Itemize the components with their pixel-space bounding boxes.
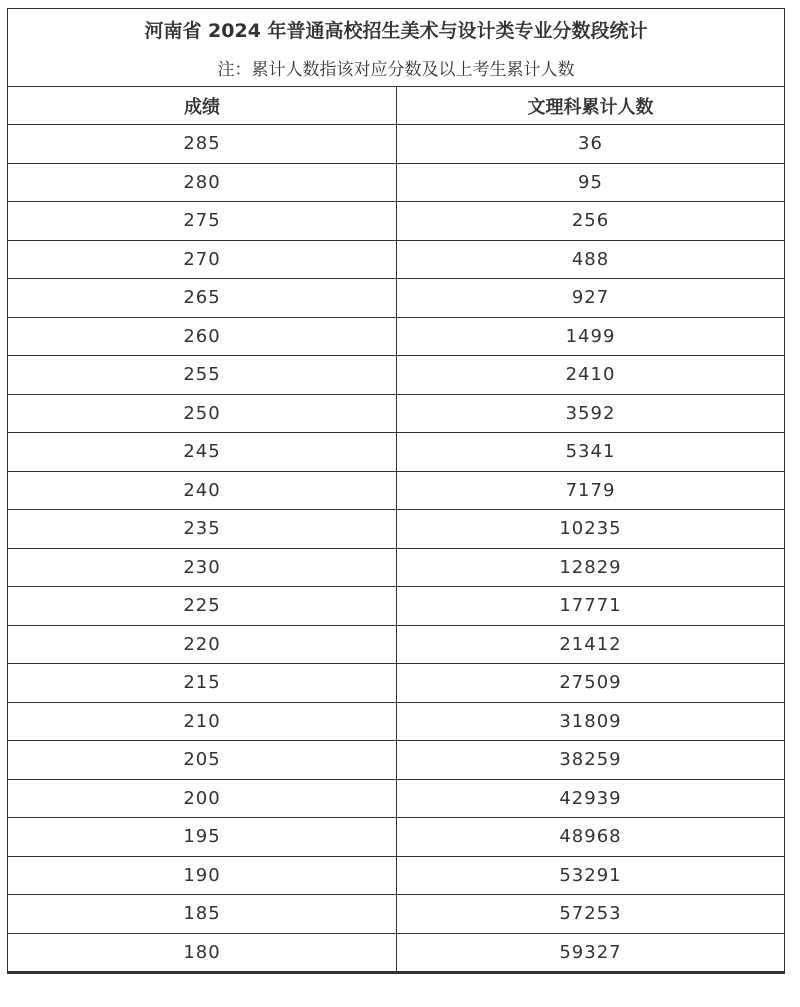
score-cell: 255 [8, 356, 397, 395]
score-cell: 185 [8, 895, 397, 934]
table-row [8, 702, 785, 741]
score-cell: 225 [8, 587, 397, 626]
score-cell: 280 [8, 163, 397, 202]
cumulative-count-cell: 48968 [397, 818, 785, 857]
score-cell: 200 [8, 779, 397, 818]
cumulative-count-cell: 95 [397, 163, 785, 202]
score-cell: 285 [8, 125, 397, 164]
cumulative-count-cell: 57253 [397, 895, 785, 934]
table-row [8, 433, 785, 472]
table-row [8, 240, 785, 279]
table-row [8, 664, 785, 703]
cumulative-count-cell: 12829 [397, 548, 785, 587]
cumulative-count-cell: 27509 [397, 664, 785, 703]
cumulative-count-cell: 1499 [397, 317, 785, 356]
table-row [8, 510, 785, 549]
table-row [8, 587, 785, 626]
table-note-row [8, 49, 785, 87]
column-header-cumulative-count: 文理科累计人数 [397, 87, 785, 125]
score-cell: 235 [8, 510, 397, 549]
score-cell: 250 [8, 394, 397, 433]
score-cell: 195 [8, 818, 397, 857]
cumulative-count-cell: 36 [397, 125, 785, 164]
cumulative-count-cell: 31809 [397, 702, 785, 741]
table-body [8, 125, 785, 973]
table-row [8, 163, 785, 202]
score-cell: 260 [8, 317, 397, 356]
cumulative-count-cell: 256 [397, 202, 785, 241]
cumulative-count-cell: 21412 [397, 625, 785, 664]
score-cell: 275 [8, 202, 397, 241]
column-header-score: 成绩 [8, 87, 397, 125]
table-row [8, 548, 785, 587]
table-row [8, 471, 785, 510]
score-distribution-table-container [7, 8, 784, 974]
table-row [8, 317, 785, 356]
table-row [8, 895, 785, 934]
cumulative-count-cell: 488 [397, 240, 785, 279]
score-cell: 230 [8, 548, 397, 587]
score-distribution-table [7, 8, 785, 974]
cumulative-count-cell: 927 [397, 279, 785, 318]
table-row [8, 279, 785, 318]
cumulative-count-cell: 7179 [397, 471, 785, 510]
cumulative-count-cell: 42939 [397, 779, 785, 818]
cumulative-count-cell: 53291 [397, 856, 785, 895]
table-row [8, 818, 785, 857]
cumulative-count-cell: 3592 [397, 394, 785, 433]
score-cell: 215 [8, 664, 397, 703]
table-row [8, 856, 785, 895]
score-cell: 180 [8, 933, 397, 973]
score-cell: 210 [8, 702, 397, 741]
score-cell: 240 [8, 471, 397, 510]
table-row [8, 125, 785, 164]
table-row [8, 933, 785, 973]
cumulative-count-cell: 59327 [397, 933, 785, 973]
table-note: 注：累计人数指该对应分数及以上考生累计人数 [8, 49, 785, 87]
cumulative-count-cell: 17771 [397, 587, 785, 626]
table-title-row [8, 9, 785, 50]
score-cell: 205 [8, 741, 397, 780]
table-title: 河南省 2024 年普通高校招生美术与设计类专业分数段统计 [8, 9, 785, 50]
table-row [8, 202, 785, 241]
cumulative-count-cell: 2410 [397, 356, 785, 395]
score-cell: 265 [8, 279, 397, 318]
cumulative-count-cell: 5341 [397, 433, 785, 472]
score-cell: 190 [8, 856, 397, 895]
table-row [8, 394, 785, 433]
cumulative-count-cell: 10235 [397, 510, 785, 549]
table-row [8, 741, 785, 780]
score-cell: 220 [8, 625, 397, 664]
column-header-row [8, 87, 785, 125]
score-cell: 270 [8, 240, 397, 279]
score-cell: 245 [8, 433, 397, 472]
table-row [8, 779, 785, 818]
cumulative-count-cell: 38259 [397, 741, 785, 780]
table-row [8, 625, 785, 664]
table-row [8, 356, 785, 395]
